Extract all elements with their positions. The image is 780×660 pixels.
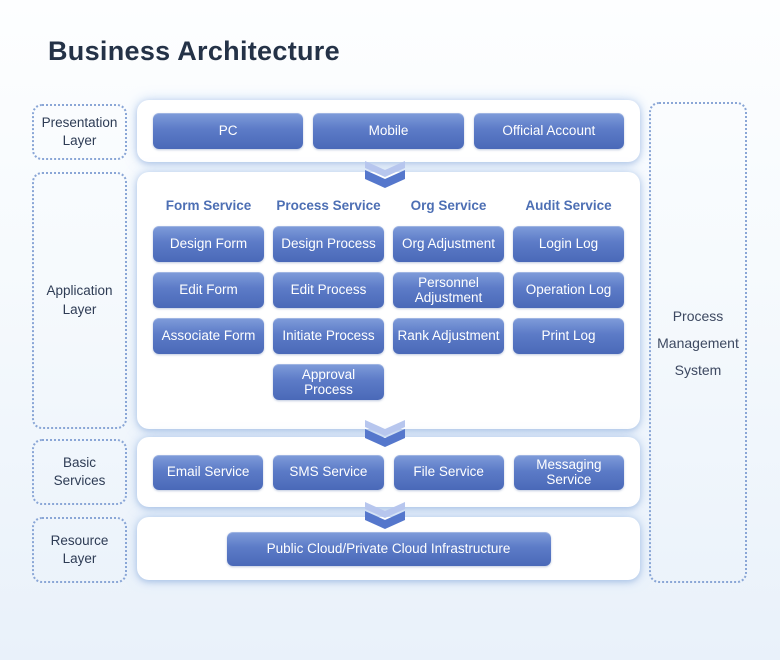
- node-official-account: Official Account: [474, 113, 624, 149]
- node-design-process: Design Process: [273, 226, 384, 262]
- right-panel-line: Process: [672, 307, 724, 324]
- double-chevron-down-icon: [362, 502, 408, 530]
- double-chevron-down-icon: [362, 420, 408, 448]
- right-panel-line: System: [674, 361, 722, 378]
- layer-label-presentation: Presentation Layer: [32, 104, 127, 160]
- node-edit-process: Edit Process: [273, 272, 384, 308]
- layer-label-basic-services: Basic Services: [32, 439, 127, 505]
- node-login-log: Login Log: [513, 226, 624, 262]
- column-header-org-service: Org Service: [410, 198, 487, 213]
- node-initiate-process: Initiate Process: [273, 318, 384, 354]
- node-pc: PC: [153, 113, 303, 149]
- page-title: Business Architecture: [48, 36, 340, 66]
- double-chevron-down-icon: [362, 161, 408, 189]
- layer-label-application: Application Layer: [32, 172, 127, 429]
- node-cloud-infrastructure: Public Cloud/Private Cloud Infrastructure: [227, 532, 551, 566]
- node-design-form: Design Form: [153, 226, 264, 262]
- form-service-column: [153, 198, 264, 429]
- process-service-column: [273, 198, 384, 429]
- node-personnel-adjustment: Personnel Adjustment: [393, 272, 504, 308]
- node-sms-service: SMS Service: [273, 455, 383, 490]
- node-associate-form: Associate Form: [153, 318, 264, 354]
- column-header-process-service: Process Service: [276, 198, 381, 213]
- org-service-column: [393, 198, 504, 429]
- audit-service-column: [513, 198, 624, 429]
- node-operation-log: Operation Log: [513, 272, 624, 308]
- column-header-form-service: Form Service: [165, 198, 252, 213]
- node-rank-adjustment: Rank Adjustment: [393, 318, 504, 354]
- node-file-service: File Service: [394, 455, 504, 490]
- node-print-log: Print Log: [513, 318, 624, 354]
- node-edit-form: Edit Form: [153, 272, 264, 308]
- node-org-adjustment: Org Adjustment: [393, 226, 504, 262]
- node-mobile: Mobile: [313, 113, 463, 149]
- process-management-system-panel: [649, 102, 747, 583]
- column-header-audit-service: Audit Service: [525, 198, 612, 213]
- presentation-layer-panel: [137, 100, 640, 162]
- right-panel-line: Management: [657, 334, 739, 351]
- layer-label-resource: Resource Layer: [32, 517, 127, 583]
- node-messaging-service: Messaging Service: [514, 455, 624, 490]
- node-email-service: Email Service: [153, 455, 263, 490]
- application-layer-panel: [137, 172, 640, 429]
- node-approval-process: Approval Process: [273, 364, 384, 400]
